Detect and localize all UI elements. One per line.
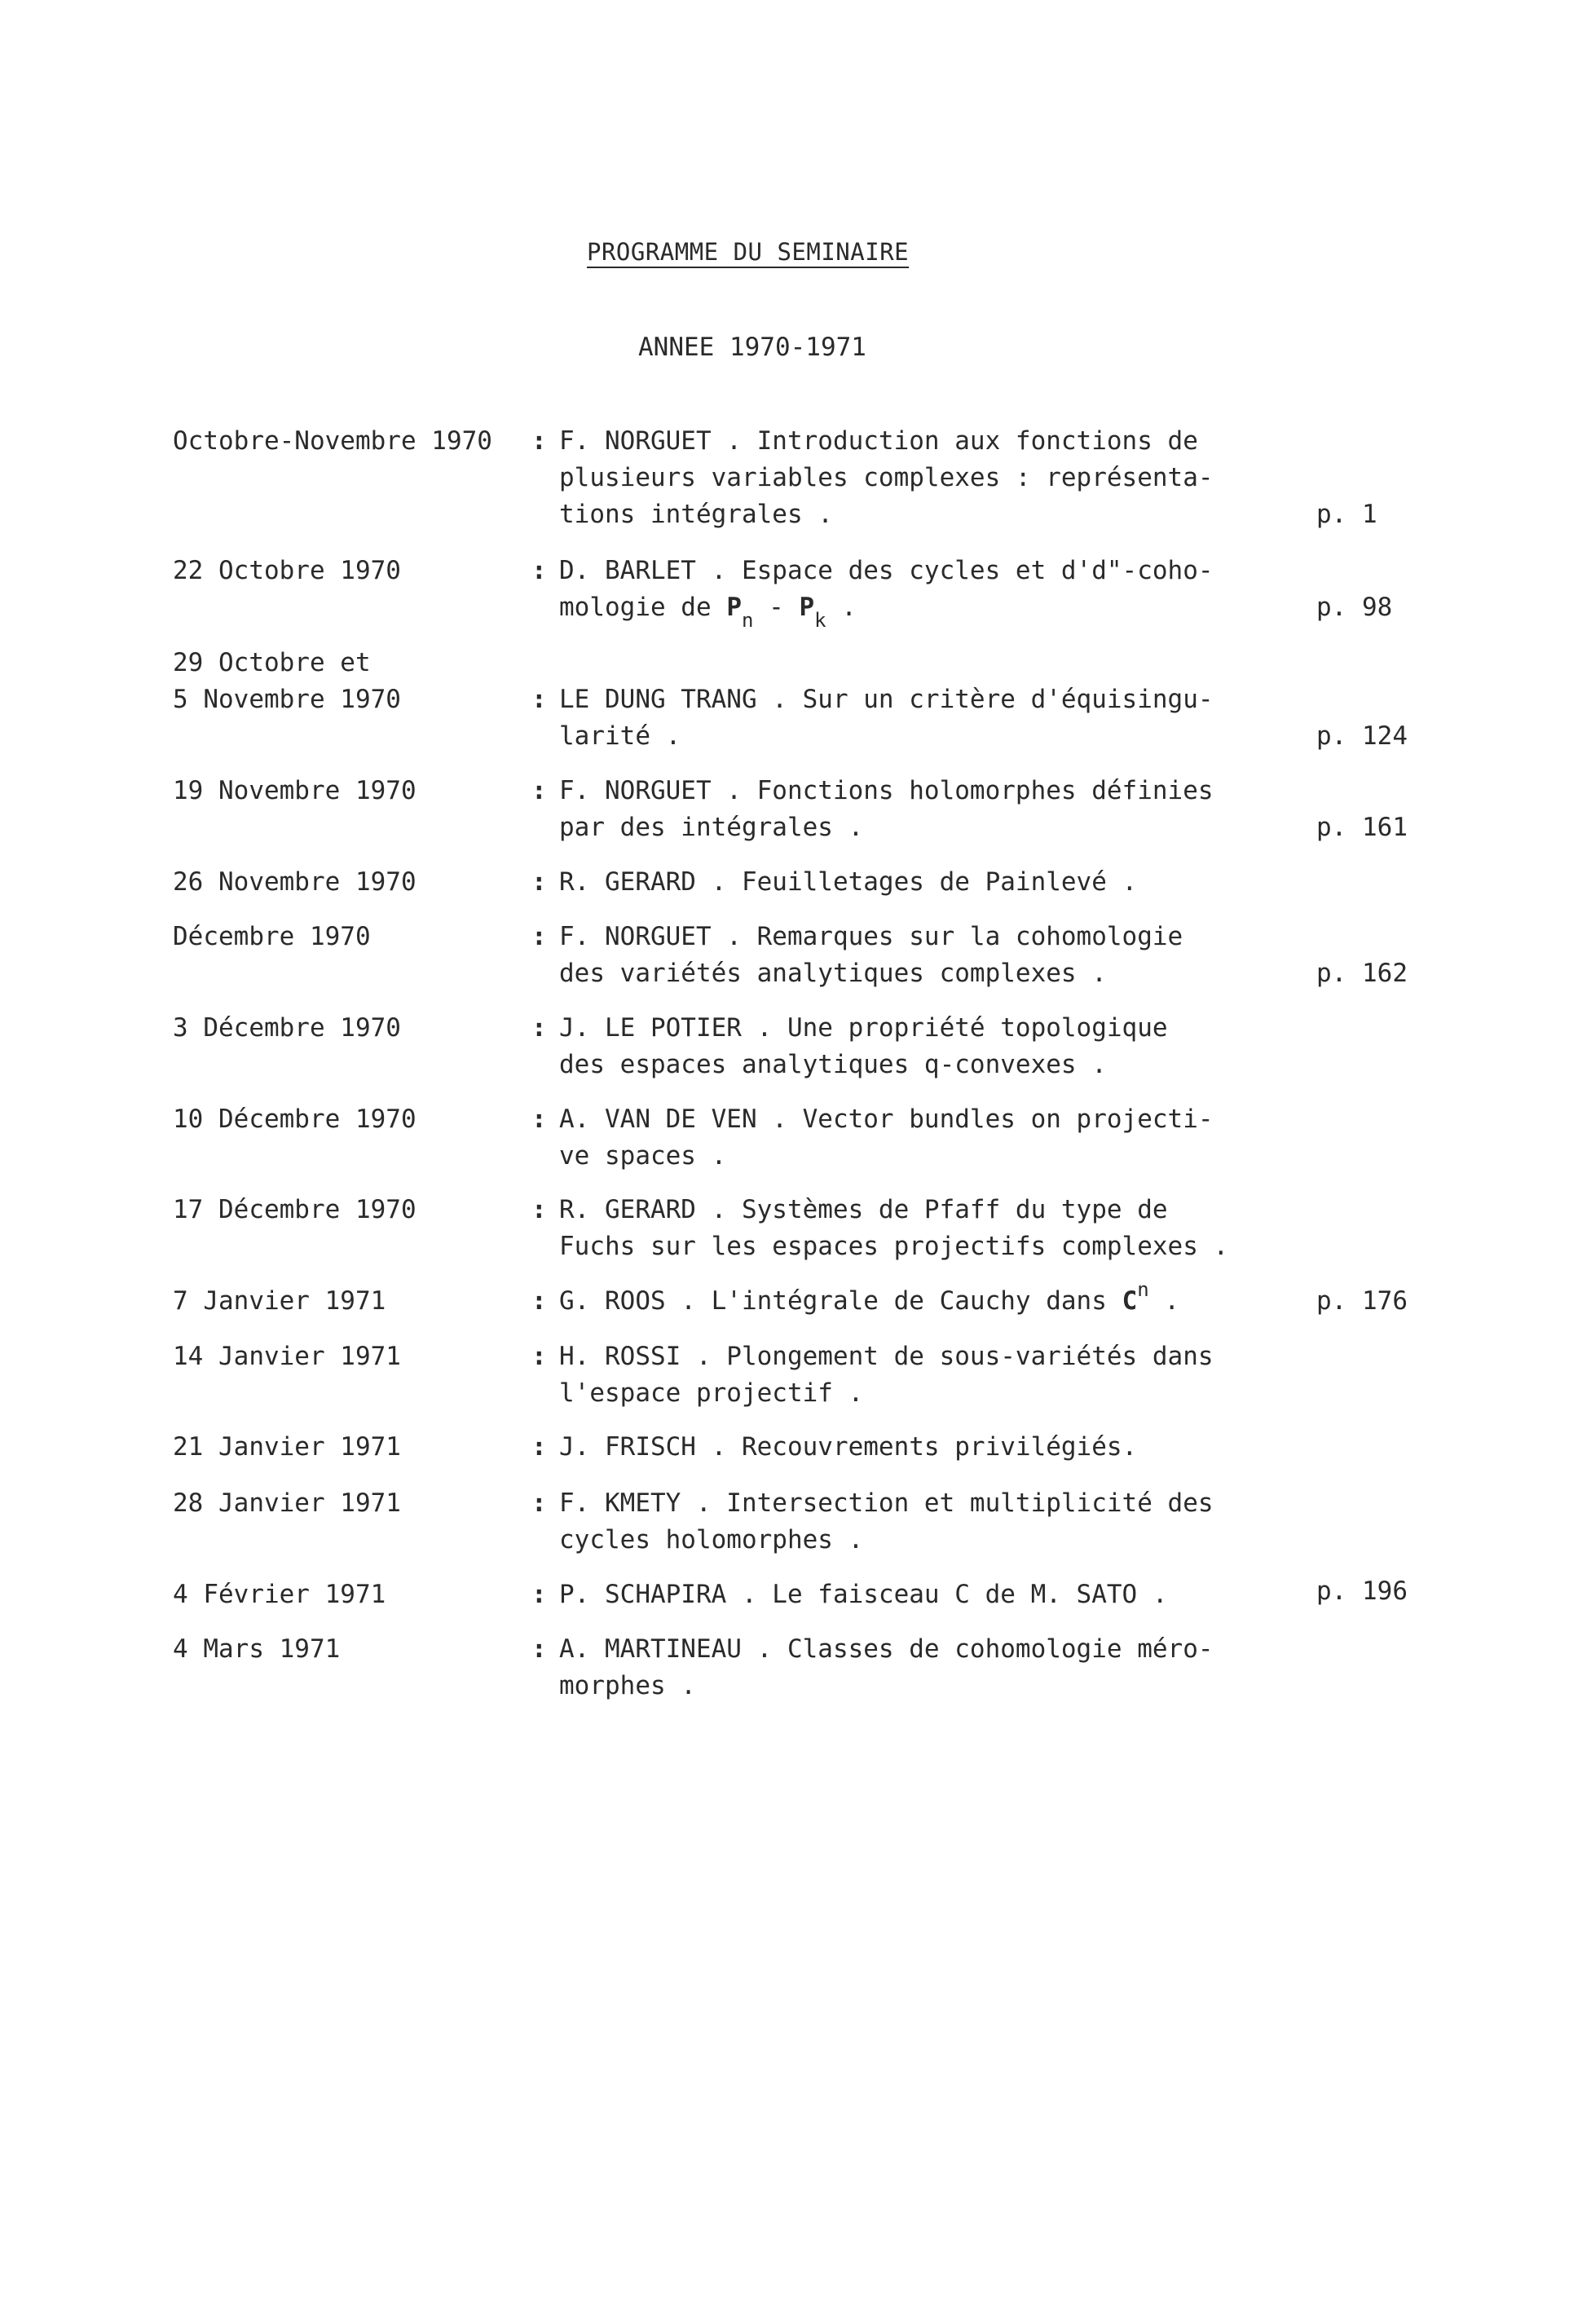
page-reference: p. 98 [1316, 593, 1393, 622]
entry-separator: : [531, 1580, 547, 1609]
entry-line: des variétés analytiques complexes . [559, 959, 1107, 988]
entry-line: l'espace projectif . [559, 1378, 864, 1408]
entry-line: Fuchs sur les espaces projectifs complexes . [559, 1232, 1229, 1261]
entry-separator: : [531, 776, 547, 805]
entry-line: tions intégrales . [559, 500, 833, 529]
entry-line: H. ROSSI . Plongement de sous-variétés dans [559, 1342, 1214, 1371]
entry-separator: : [531, 1195, 547, 1224]
projective-space-symbol: P [799, 593, 815, 622]
complex-space-symbol: C [1122, 1286, 1138, 1316]
page-reference: p. 124 [1316, 721, 1408, 751]
entry-date: 14 Janvier 1971 [173, 1342, 401, 1371]
entry-line: J. FRISCH . Recouvrements privilégiés. [559, 1432, 1138, 1462]
entry-line-part: mologie de [559, 593, 712, 622]
entry-separator: : [531, 1342, 547, 1371]
superscript: n [1137, 1278, 1149, 1301]
entry-line: A. MARTINEAU . Classes de cohomologie méro- [559, 1634, 1214, 1664]
entry-date: 22 Octobre 1970 [173, 556, 401, 585]
entry-line: morphes . [559, 1671, 696, 1700]
entry-date: 19 Novembre 1970 [173, 776, 416, 805]
entry-line: par des intégrales . [559, 813, 864, 842]
page-reference: p. 162 [1316, 959, 1408, 988]
entry-date-continued: 5 Novembre 1970 [173, 685, 401, 714]
entry-line: F. NORGUET . Remarques sur la cohomologie [559, 922, 1183, 951]
entry-date: 28 Janvier 1971 [173, 1488, 401, 1518]
entry-separator: : [531, 1105, 547, 1134]
formula-operator: - [753, 593, 800, 622]
entry-line: F. KMETY . Intersection et multiplicité des [559, 1488, 1214, 1518]
entry-separator: : [531, 1432, 547, 1462]
entry-separator: : [531, 1013, 547, 1043]
page-reference: p. 161 [1316, 813, 1408, 842]
entry-separator: : [531, 1634, 547, 1664]
page-title: PROGRAMME DU SEMINAIRE [587, 238, 910, 266]
page-reference: p. 176 [1316, 1286, 1408, 1316]
entry-separator: : [531, 556, 547, 585]
entry-separator: : [531, 426, 547, 456]
entry-date: Octobre-Novembre 1970 [173, 426, 492, 456]
entry-line: A. VAN DE VEN . Vector bundles on projecti- [559, 1105, 1214, 1134]
subscript: n [741, 609, 754, 632]
entry-line [559, 589, 1276, 632]
entry-date: Décembre 1970 [173, 922, 371, 951]
entry-line: D. BARLET . Espace des cycles et d'd"-coho- [559, 556, 1214, 585]
entry-date: 10 Décembre 1970 [173, 1105, 416, 1134]
year-label: ANNEE 1970-1971 [638, 333, 866, 362]
formula-end: . [1148, 1286, 1180, 1316]
entry-separator: : [531, 922, 547, 951]
entry-date: 3 Décembre 1970 [173, 1013, 401, 1043]
entry-line: larité . [559, 721, 681, 751]
entry-separator: : [531, 1488, 547, 1518]
page-reference: p. 1 [1316, 500, 1377, 529]
entry-line: des espaces analytiques q-convexes . [559, 1050, 1107, 1079]
entry-date: 21 Janvier 1971 [173, 1432, 401, 1462]
entry-separator: : [531, 685, 547, 714]
entry-line [559, 1278, 1276, 1321]
entry-line: R. GERARD . Feuilletages de Painlevé . [559, 867, 1138, 897]
entry-separator: : [531, 867, 547, 897]
subscript: k [814, 609, 826, 632]
entry-date: 17 Décembre 1970 [173, 1195, 416, 1224]
formula-end: . [826, 593, 857, 622]
entry-line: P. SCHAPIRA . Le faisceau C de M. SATO . [559, 1580, 1168, 1609]
entry-line: LE DUNG TRANG . Sur un critère d'équisingu- [559, 685, 1214, 714]
projective-space-symbol: P [726, 593, 742, 622]
entry-date: 7 Janvier 1971 [173, 1286, 386, 1316]
entry-line: J. LE POTIER . Une propriété topologique [559, 1013, 1168, 1043]
entry-line-part: G. ROOS . L'intégrale de Cauchy dans [559, 1286, 1107, 1316]
entry-date: 29 Octobre et [173, 648, 371, 677]
entry-date: 4 Février 1971 [173, 1580, 386, 1609]
entry-line: plusieurs variables complexes : représenta- [559, 463, 1214, 492]
entry-date: 4 Mars 1971 [173, 1634, 341, 1664]
entry-line: ve spaces . [559, 1141, 727, 1171]
page-reference: p. 196 [1316, 1577, 1408, 1606]
entry-line: cycles holomorphes . [559, 1525, 864, 1554]
entry-line: F. NORGUET . Fonctions holomorphes définies [559, 776, 1214, 805]
entry-line: F. NORGUET . Introduction aux fonctions de [559, 426, 1198, 456]
entry-date: 26 Novembre 1970 [173, 867, 416, 897]
entry-line: R. GERARD . Systèmes de Pfaff du type de [559, 1195, 1168, 1224]
entry-separator: : [531, 1286, 547, 1316]
